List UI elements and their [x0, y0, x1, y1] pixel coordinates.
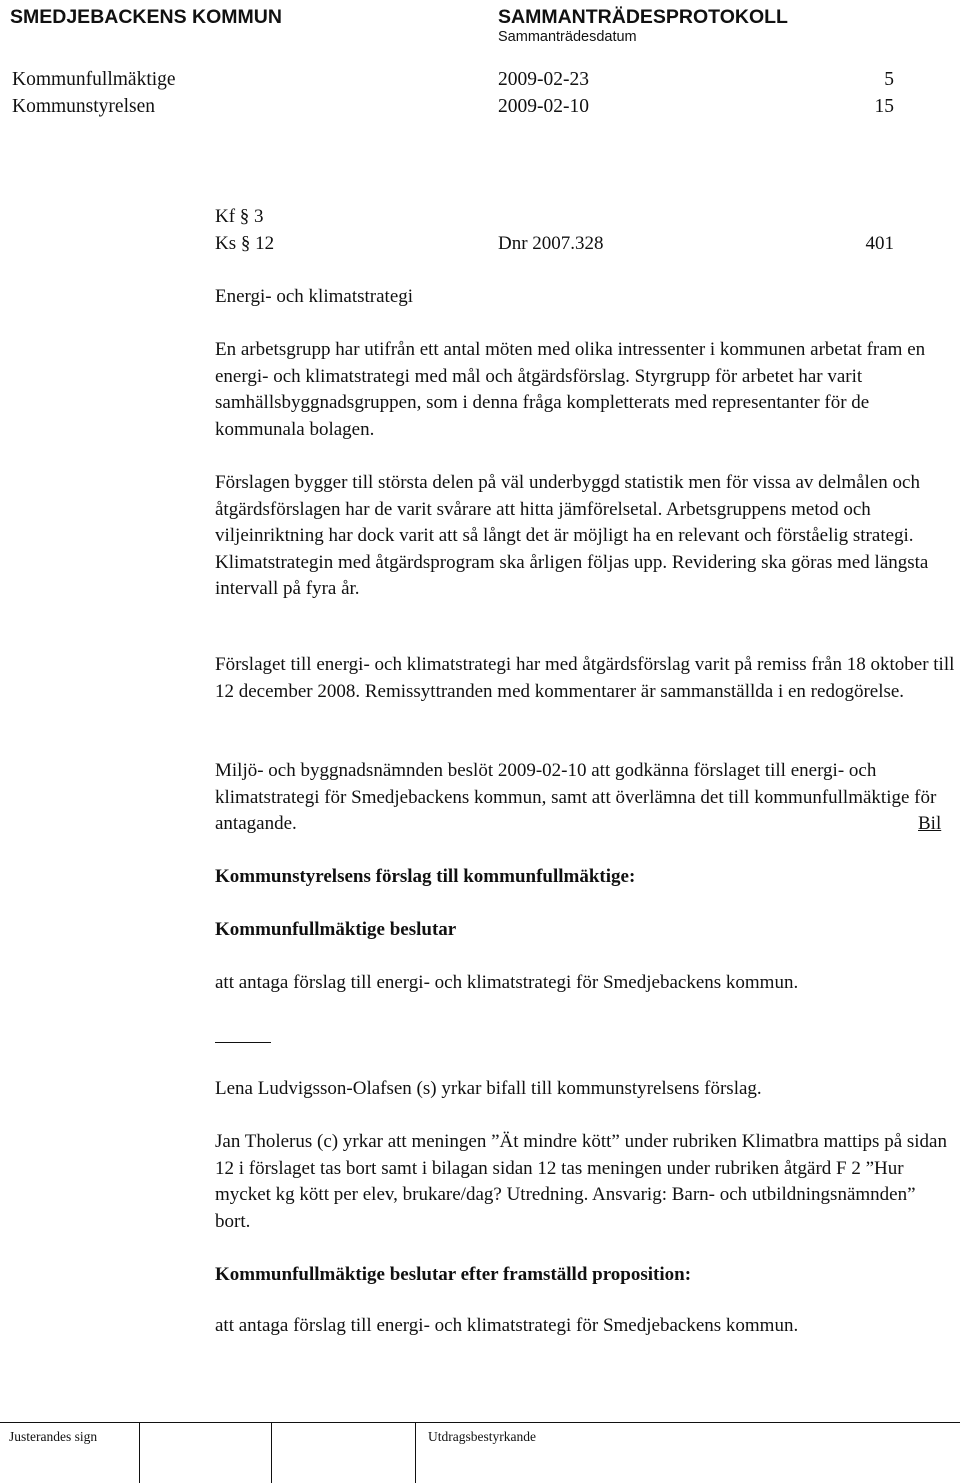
paragraph-4: [215, 758, 955, 838]
meeting-date: 2009-02-10: [498, 96, 589, 117]
diary-number: Dnr 2007.328: [498, 233, 604, 254]
decision-heading: Kommunfullmäktige beslutar: [215, 919, 457, 940]
paragraph-text: Förslagen bygger till största delen på väl underbyggd statistik men för vissa av delmålen och åtgärdsförslagen har de varit svårare att hitta jämförelsetal. Arbetsgruppens metod och viljeinriktning har dock varit att så långt det är möjligt ha en relevant och förståelig strategi. Klimatstrategin med åtgärdsprogram ska årligen följas upp. Revidering ska göras med längsta intervall på fyra år.: [215, 472, 929, 600]
extract-label: Utdragsbestyrkande: [428, 1429, 536, 1444]
paragraph-text: Miljö- och byggnadsnämnden beslöt 2009-02-10 att godkänna förslaget till energi- och klimatstrategi för Smedjebackens kommun, samt att överlämna det till kommunfullmäktige för antagande.: [215, 760, 937, 835]
document-type: SAMMANTRÄDESPROTOKOLL: [498, 6, 788, 28]
meeting-body: Kommunfullmäktige: [12, 69, 176, 90]
page-number: 5: [884, 69, 894, 90]
paragraph-2: [215, 470, 955, 603]
meeting-date: 2009-02-23: [498, 69, 589, 90]
decision-text: att antaga förslag till energi- och klimatstrategi för Smedjebackens kommun.: [215, 972, 799, 993]
separator-line: [215, 1042, 271, 1043]
signature-box: [271, 1423, 272, 1483]
item-title: Energi- och klimatstrategi: [215, 286, 414, 307]
archive-code: 401: [865, 233, 894, 254]
paragraph-1: [215, 337, 955, 443]
motion-2: [215, 1129, 955, 1235]
meeting-date-label: Sammanträdesdatum: [498, 29, 637, 45]
final-decision-heading: Kommunfullmäktige beslutar efter framställd proposition:: [215, 1264, 692, 1285]
motion-1: Lena Ludvigsson-Olafsen (s) yrkar bifall till kommunstyrelsens förslag.: [215, 1078, 762, 1099]
extract-box: [415, 1423, 536, 1483]
signature-label: Justerandes sign: [9, 1429, 98, 1444]
signature-footer: [0, 1422, 960, 1483]
paragraph-text: Jan Tholerus (c) yrkar att meningen ”Ät mindre kött” under rubriken Klimatbra mattips på sidan 12 i förslaget tas bort samt i bilagan sidan 12 tas meningen under rubriken åtgärd F 2 ”Hur mycket kg kött per elev, brukare/dag? Utredning. Ansvarig: Barn- och utbildningsnämnden” bort.: [215, 1131, 947, 1232]
proposal-heading: Kommunstyrelsens förslag till kommunfullmäktige:: [215, 866, 636, 887]
municipality-name: SMEDJEBACKENS KOMMUN: [10, 6, 282, 28]
ks-paragraph-ref: Ks § 12: [215, 233, 275, 254]
page-number: 15: [874, 96, 894, 117]
meeting-body: Kommunstyrelsen: [12, 96, 155, 117]
paragraph-text: Förslaget till energi- och klimatstrategi har med åtgärdsförslag varit på remiss från 18 oktober till 12 december 2008. Remissyttranden med kommentarer är sammanställda i en redogörelse.: [215, 654, 955, 702]
attachment-link[interactable]: Bil: [918, 813, 942, 834]
final-decision-text: att antaga förslag till energi- och klimatstrategi för Smedjebackens kommun.: [215, 1315, 799, 1336]
kf-paragraph-ref: Kf § 3: [215, 206, 264, 227]
signature-box: [139, 1423, 140, 1483]
paragraph-3: [215, 652, 955, 705]
paragraph-text: En arbetsgrupp har utifrån ett antal möten med olika intressenter i kommunen arbetat fram en energi- och klimatstrategi med mål och åtgärdsförslag. Styrgrupp för arbetet har varit samhällsbyggnadsgruppen, som i denna fråga kompletterats med representanter för de kommunala bolagen.: [215, 339, 926, 440]
